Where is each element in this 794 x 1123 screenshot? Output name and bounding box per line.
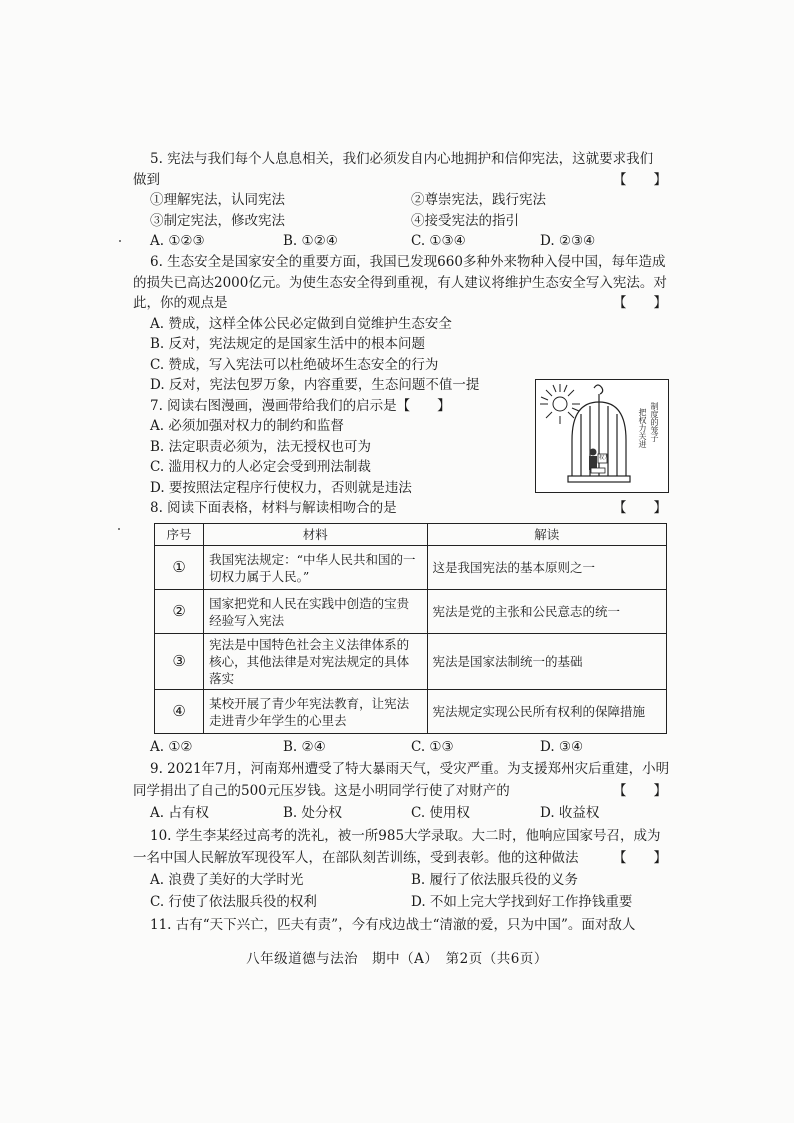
q6-stem-line1: 6. 生态安全是国家安全的重要方面，我国已发现660多种外来物种入侵中国，每年造成 [150,254,666,270]
q5-choice-b: B. ①②④ [283,233,338,249]
q7-choice-a: A. 必须加强对权力的制约和监督 [150,418,344,434]
q7-stem: 7. 阅读右图漫画，漫画带给我们的启示是【 】 [150,398,451,414]
q10-choice-d: D. 不如上完大学找到好工作挣钱重要 [411,894,633,910]
header-interpretation: 解读 [427,524,666,546]
row-number: ③ [155,634,204,690]
q8-choice-c: C. ①③ [411,739,454,755]
q10-choice-b: B. 履行了依法服兵役的义务 [411,872,579,888]
q7-cartoon [535,379,669,493]
q6-stem-line2: 的损失已高达2000亿元。为使生态安全得到重视，有人建议将维护生态安全写入宪法。对 [133,275,667,291]
q5-choice-d: D. ②③④ [540,233,596,249]
q5-option-4: ④接受宪法的指引 [411,213,519,229]
row-material: 宪法是中国特色社会主义法律体系的核心，其他法律是对宪法规定的具体落实 [204,634,427,690]
q5-option-1: ①理解宪法，认同宪法 [150,192,285,208]
q5-stem-line2: 做到 [133,172,160,188]
row-material: 国家把党和人民在实践中创造的宝贵经验写入宪法 [204,590,427,634]
birdcage-cartoon-image [536,380,668,492]
q10-answer-bracket: 【 】 [613,850,667,866]
q6-choice-a: A. 赞成，这样全体公民必定做到自觉维护生态安全 [150,316,452,332]
q11-stem-line1: 11. 古有“天下兴亡，匹夫有责”，今有戍边战士“清澈的爱，只为中国”。面对敌人 [150,917,636,933]
table-row [155,546,667,590]
row-interpretation: 宪法规定实现公民所有权利的保障措施 [427,690,666,734]
table-header-row [155,524,667,546]
sun-icon [540,384,580,424]
q7-choice-c: C. 滥用权力的人必定会受到刑法制裁 [150,459,371,475]
row-interpretation: 这是我国宪法的基本原则之一 [427,546,666,590]
q10-choice-c: C. 行使了依法服兵役的权利 [150,894,317,910]
q6-stem-line3: 此，你的观点是 [133,295,228,311]
q8-answer-bracket: 【 】 [613,500,667,516]
q6-choice-b: B. 反对，宪法规定的是国家生活中的根本问题 [150,336,426,352]
q10-stem-line1: 10. 学生李某经过高考的洗礼，被一所985大学录取。大二时，他响应国家号召，成为 [150,828,661,844]
row-material: 某校开展了青少年宪法教育，让宪法走进青少年学生的心里去 [204,690,427,734]
table-row [155,690,667,734]
row-interpretation: 宪法是党的主张和公民意志的统一 [427,590,666,634]
q7-choice-d: D. 要按照法定程序行使权力，否则就是违法 [150,480,412,496]
q5-choice-a: A. ①②③ [150,233,205,249]
q5-option-2: ②尊崇宪法，践行宪法 [411,192,546,208]
q5-answer-bracket: 【 】 [613,172,667,188]
q7-choice-b: B. 法定职责必须为，法无授权也可为 [150,439,372,455]
cartoon-caption-1: 把权力关进 [638,408,647,448]
q10-choice-a: A. 浪费了美好的大学时光 [150,872,304,888]
q6-choice-c: C. 赞成，写入宪法可以杜绝破坏生态安全的行为 [150,357,439,373]
birdcage-icon [568,385,630,482]
q9-choice-c: C. 使用权 [411,805,470,821]
q9-answer-bracket: 【 】 [613,783,667,799]
q10-stem-line2: 一名中国人民解放军现役军人，在部队刻苦训练，受到表彰。他的这种做法 [133,850,579,866]
q5-choice-c: C. ①③④ [411,233,466,249]
q9-stem-line2: 同学捐出了自己的500元压岁钱。这是小明同学行使了对财产的 [133,783,510,799]
header-number: 序号 [155,524,204,546]
q8-choice-a: A. ①② [150,739,193,755]
table-row [155,634,667,690]
page-footer: 八年级道德与法治 期中（A） 第2页（共6页） [246,951,548,967]
q9-choice-b: B. 处分权 [283,805,343,821]
scan-speck [118,528,120,530]
q5-option-3: ③制定宪法，修改宪法 [150,213,285,229]
row-number: ② [155,590,204,634]
q5-stem-line1: 5. 宪法与我们每个人息息相关，我们必须发自内心地拥护和信仰宪法，这就要求我们 [150,151,654,167]
q6-choice-d: D. 反对，宪法包罗万象，内容重要，生态问题不值一提 [150,377,480,393]
scan-speck [119,240,121,242]
table-row [155,590,667,634]
q8-stem: 8. 阅读下面表格，材料与解读相吻合的是 [150,500,397,516]
row-number: ④ [155,690,204,734]
q8-choice-b: B. ②④ [283,739,326,755]
q8-choice-d: D. ③④ [540,739,584,755]
q9-choice-d: D. 收益权 [540,805,600,821]
row-interpretation: 宪法是国家法制统一的基础 [427,634,666,690]
q6-answer-bracket: 【 】 [613,295,667,311]
q9-choice-a: A. 占有权 [150,805,209,821]
row-material: 我国宪法规定：“中华人民共和国的一切权力属于人民。” [204,546,427,590]
cartoon-power-label: 权力 [599,455,610,461]
cartoon-caption-2: 制度的笼子 [650,402,659,442]
q9-stem-line1: 9. 2021年7月，河南郑州遭受了特大暴雨天气，受灾严重。为支援郑州灾后重建，小明 [150,761,670,777]
header-material: 材料 [204,524,427,546]
row-number: ① [155,546,204,590]
q8-table [154,523,667,734]
